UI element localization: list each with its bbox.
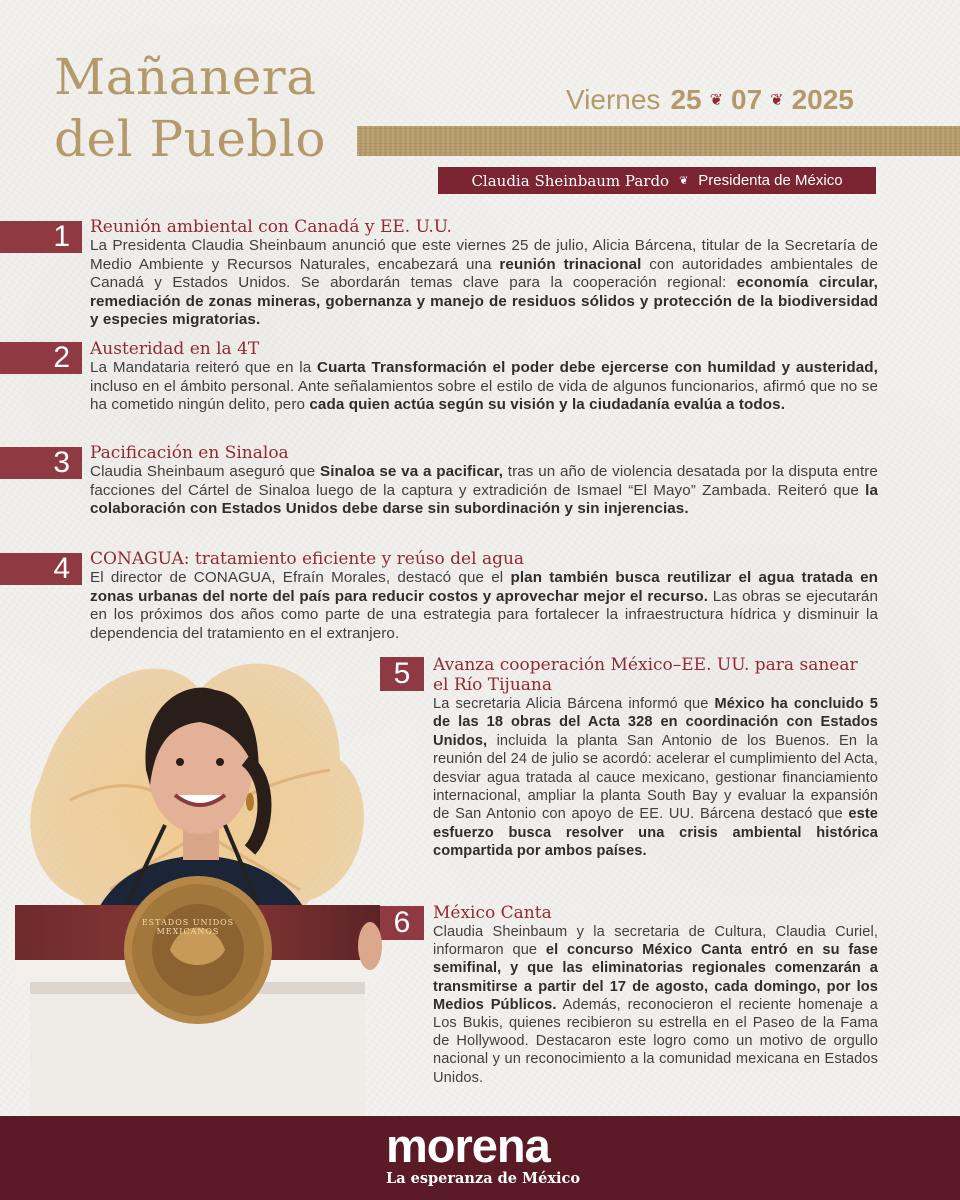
- maple-leaf-icon: ❦: [770, 92, 784, 109]
- news-item-4: [90, 550, 878, 643]
- date-yyyy: 2025: [791, 84, 854, 115]
- news-item-6: [433, 904, 878, 1087]
- morena-brand: [386, 1119, 580, 1187]
- item-number-3: 3: [0, 447, 82, 479]
- item-title: Avanza cooperación México–EE. UU. para sanear el Río Tijuana: [433, 655, 858, 695]
- news-item-2: [90, 340, 878, 415]
- item-number-4: 4: [0, 553, 82, 585]
- morena-tagline: La esperanza de México: [386, 1170, 580, 1187]
- item-title: México Canta: [433, 903, 552, 923]
- item-body: La secretaria Alicia Bárcena informó que México ha concluido 5 de las 18 obras del Acta 328 en coordinación con Estados Unidos, incluida la planta San Antonio de los Buenos. En la reunión del 24 de julio se acordó: acelerar el cumplimiento del Acta, desviar agua tratada al cauce mexicano, gestionar financiamiento internacional, ampliar la planta South Bay y evaluar la expansión de San Antonio con apoyo de EE. UU. Bárcena destacó que este esfuerzo busca resolver una crisis ambiental histórica compartida por ambos países.: [433, 696, 878, 860]
- news-item-1: [90, 218, 878, 330]
- speaker-name: Claudia Sheinbaum Pardo: [471, 171, 670, 190]
- date-day: Viernes: [566, 84, 661, 115]
- item-number-6: 6: [380, 906, 424, 940]
- maple-leaf-icon: ❦: [709, 92, 723, 109]
- gold-band: [357, 126, 960, 156]
- date-dd: 25: [670, 84, 702, 115]
- item-title: CONAGUA: tratamiento eficiente y reúso del agua: [90, 549, 525, 569]
- item-title: Pacificación en Sinaloa: [90, 443, 289, 463]
- page-title: [54, 46, 326, 170]
- item-body: La Mandataria reiteró que en la Cuarta Transformación el poder debe ejercerse con humildad y austeridad, incluso en el ámbito personal. Ante señalamientos sobre el estilo de vida de algunos funcionarios, afirmó que no se ha cometido ningún delito, pero cada quien actúa según su visión y la ciudadanía evalúa a todos.: [90, 359, 878, 414]
- news-item-5: [433, 655, 878, 861]
- speaker-banner: [438, 167, 876, 194]
- title-line-1: Mañanera: [54, 48, 317, 106]
- item-body: Claudia Sheinbaum aseguró que Sinaloa se va a pacificar, tras un año de violencia desatada por la disputa entre facciones del Cártel de Sinaloa luego de la captura y extradición de Ismael “El Mayo” Zambada. Reiteró que la colaboración con Estados Unidos debe darse sin subordinación y sin injerencias.: [90, 463, 878, 518]
- speaker-role: Presidenta de México: [698, 172, 843, 189]
- president-photo: [10, 650, 390, 1120]
- item-body: Claudia Sheinbaum y la secretaria de Cultura, Claudia Curiel, informaron que el concurso México Canta entró en su fase semifinal, y que las eliminatorias regionales comenzarán a transmitirse a partir del 17 de agosto, cada domingo, por los Medios Públicos. Además, reconocieron el reciente homenaje a Los Bukis, quienes recibieron su estrella en el Paseo de la Fama de Hollywood. Destacaron este logro como un motivo de orgullo nacional y un reconocimiento a la comunidad mexicana en Estados Unidos.: [433, 924, 878, 1086]
- morena-logo: morena: [386, 1119, 550, 1172]
- item-number-2: 2: [0, 342, 82, 374]
- date-line: [566, 80, 854, 120]
- item-title: Reunión ambiental con Canadá y EE. U.U.: [90, 217, 452, 237]
- title-line-2: del Pueblo: [54, 110, 327, 168]
- date-mm: 07: [731, 84, 763, 115]
- item-number-1: 1: [0, 221, 82, 253]
- news-item-3: [90, 444, 878, 519]
- item-title: Austeridad en la 4T: [90, 339, 260, 359]
- leaf-icon: ❦: [679, 174, 689, 187]
- item-number-5: 5: [380, 657, 424, 691]
- item-body: La Presidenta Claudia Sheinbaum anunció que este viernes 25 de julio, Alicia Bárcena, titular de la Secretaría de Medio Ambiente y Recursos Naturales, encabezará una reunión trinacional con autoridades ambientales de Canadá y Estados Unidos. Se abordarán temas clave para la cooperación regional: economía circular, remediación de zonas mineras, gobernanza y manejo de residuos sólidos y protección de la biodiversidad y especies migratorias.: [90, 237, 878, 329]
- item-body: El director de CONAGUA, Efraín Morales, destacó que el plan también busca reutilizar el agua tratada en zonas urbanas del norte del país para reducir costos y aprovechar mejor el recurso. Las obras se ejecutarán en los próximos dos años como parte de una estrategia para fortalecer la infraestructura hídrica y disminuir la dependencia del tratamiento en el extranjero.: [90, 569, 878, 642]
- seal-text: ESTADOS UNIDOS MEXICANOS: [141, 918, 235, 936]
